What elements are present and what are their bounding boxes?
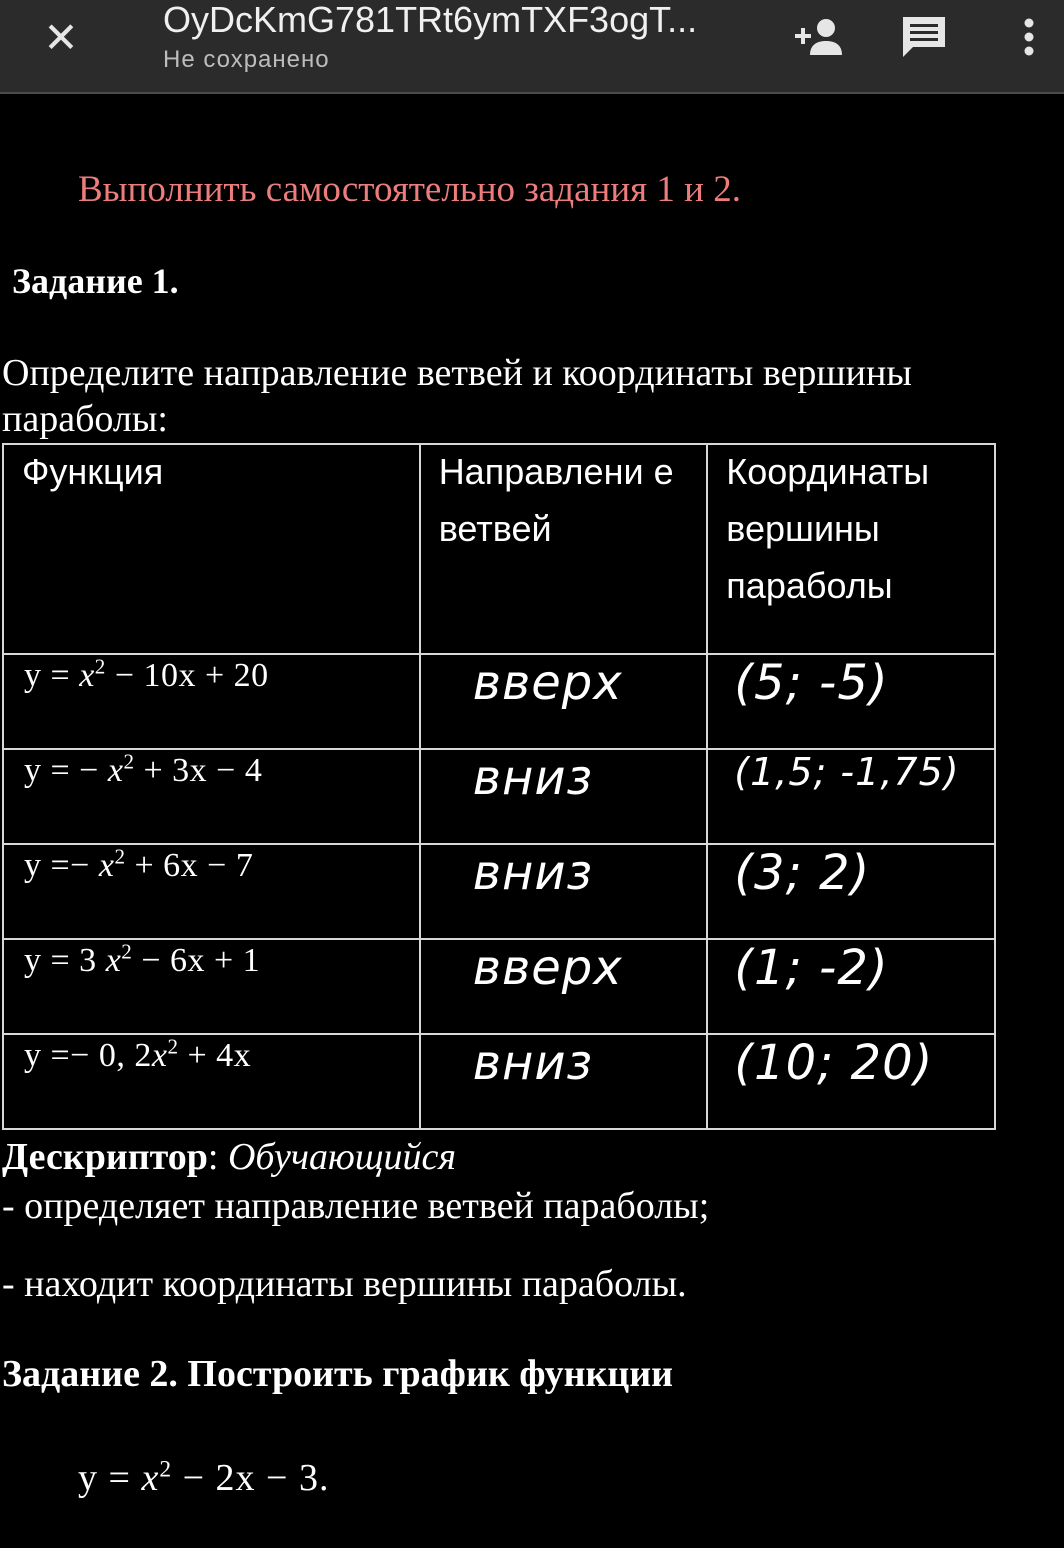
function-suffix: − 10x + 20 bbox=[105, 657, 269, 695]
descriptor-subject: Обучающийся bbox=[227, 1136, 457, 1178]
handwritten-vertex: (1,5; -1,75) bbox=[734, 750, 960, 794]
function-exponent: 2 bbox=[94, 655, 106, 679]
header-cell-function bbox=[3, 444, 420, 654]
function-exponent: 2 bbox=[114, 845, 126, 869]
table-row bbox=[3, 1034, 995, 1129]
app-top-bar bbox=[0, 0, 1064, 94]
functions-table bbox=[2, 443, 996, 1130]
handwritten-direction: вверх bbox=[472, 655, 623, 711]
table-row bbox=[3, 654, 995, 749]
descriptor-line bbox=[2, 1134, 456, 1180]
function-variable: x bbox=[107, 752, 124, 790]
function-exponent: 2 bbox=[121, 940, 133, 964]
handwritten-vertex: (5; -5) bbox=[734, 655, 889, 711]
function-variable: x bbox=[79, 657, 95, 695]
direction-cell bbox=[420, 939, 708, 1034]
vertex-cell bbox=[707, 844, 995, 939]
function-suffix: + 3x − 4 bbox=[134, 752, 263, 790]
function-variable: x bbox=[105, 942, 122, 980]
descriptor-label: Дескриптор bbox=[2, 1136, 208, 1178]
function-prefix: y = − bbox=[24, 752, 108, 790]
function-suffix: − 6x + 1 bbox=[132, 942, 261, 980]
header-cell-direction bbox=[420, 444, 708, 654]
vertex-cell bbox=[707, 939, 995, 1034]
vertex-cell bbox=[707, 1034, 995, 1129]
equation-suffix: − 2x − 3. bbox=[172, 1457, 330, 1499]
direction-cell bbox=[420, 1034, 708, 1129]
direction-cell bbox=[420, 654, 708, 749]
close-icon: ✕ bbox=[43, 13, 79, 62]
handwritten-direction: вверх bbox=[472, 940, 623, 996]
header-function: Функция bbox=[22, 451, 164, 492]
table-row bbox=[3, 844, 995, 939]
equation-variable: x bbox=[141, 1457, 160, 1499]
descriptor-item: - определяет направление ветвей параболы; bbox=[2, 1185, 710, 1227]
function-prefix: y =− 0, 2 bbox=[24, 1037, 152, 1075]
add-person-button[interactable] bbox=[792, 14, 846, 60]
header-direction: Направлени е ветвей bbox=[438, 451, 674, 549]
table-row bbox=[3, 939, 995, 1034]
descriptor-item: - находит координаты вершины параболы. bbox=[2, 1263, 687, 1305]
table-header-row bbox=[3, 444, 995, 654]
document-title[interactable]: OyDcKmG781TRt6ymTXF3ogT... bbox=[163, 0, 698, 40]
direction-cell bbox=[420, 844, 708, 939]
comment-button[interactable] bbox=[897, 14, 951, 60]
save-status: Не сохранено bbox=[163, 46, 330, 73]
add-person-icon bbox=[792, 17, 846, 57]
function-variable: x bbox=[98, 847, 115, 885]
header-vertex: Координаты вершины параболы bbox=[726, 451, 930, 606]
vertex-cell bbox=[707, 749, 995, 844]
assignment-heading: Выполнить самостоятельно задания 1 и 2. bbox=[78, 169, 741, 210]
function-suffix: + 6x − 7 bbox=[125, 847, 254, 885]
descriptor-colon: : bbox=[207, 1136, 228, 1178]
more-options-button[interactable] bbox=[1002, 14, 1056, 60]
function-cell bbox=[3, 1034, 420, 1129]
function-cell bbox=[3, 654, 420, 749]
header-cell-vertex bbox=[707, 444, 995, 654]
task1-instruction: Определите направление ветвей и координаты вершины параболы: bbox=[2, 352, 912, 440]
task1-title: Задание 1. bbox=[12, 261, 179, 301]
handwritten-vertex: (10; 20) bbox=[734, 1035, 934, 1091]
function-cell bbox=[3, 749, 420, 844]
function-prefix: y =− bbox=[24, 847, 99, 885]
comment-icon bbox=[901, 15, 947, 59]
handwritten-direction: вниз bbox=[472, 1035, 594, 1091]
function-suffix: + 4x bbox=[178, 1037, 252, 1075]
more-vert-icon bbox=[1022, 17, 1036, 57]
handwritten-vertex: (1; -2) bbox=[734, 940, 889, 996]
function-prefix: y = 3 bbox=[24, 942, 106, 980]
function-cell bbox=[3, 844, 420, 939]
function-exponent: 2 bbox=[167, 1035, 179, 1059]
function-prefix: y = bbox=[24, 657, 80, 695]
task2-equation bbox=[78, 1456, 329, 1500]
table-row bbox=[3, 749, 995, 844]
function-cell bbox=[3, 939, 420, 1034]
task2-title: Задание 2. Построить график функции bbox=[2, 1353, 674, 1395]
equation-exponent: 2 bbox=[159, 1456, 173, 1483]
function-exponent: 2 bbox=[123, 750, 135, 774]
handwritten-vertex: (3; 2) bbox=[734, 845, 871, 901]
function-variable: x bbox=[151, 1037, 168, 1075]
close-button[interactable] bbox=[40, 13, 82, 62]
vertex-cell bbox=[707, 654, 995, 749]
handwritten-direction: вниз bbox=[472, 750, 594, 806]
direction-cell bbox=[420, 749, 708, 844]
handwritten-direction: вниз bbox=[472, 845, 594, 901]
equation-prefix: y = bbox=[78, 1457, 142, 1499]
